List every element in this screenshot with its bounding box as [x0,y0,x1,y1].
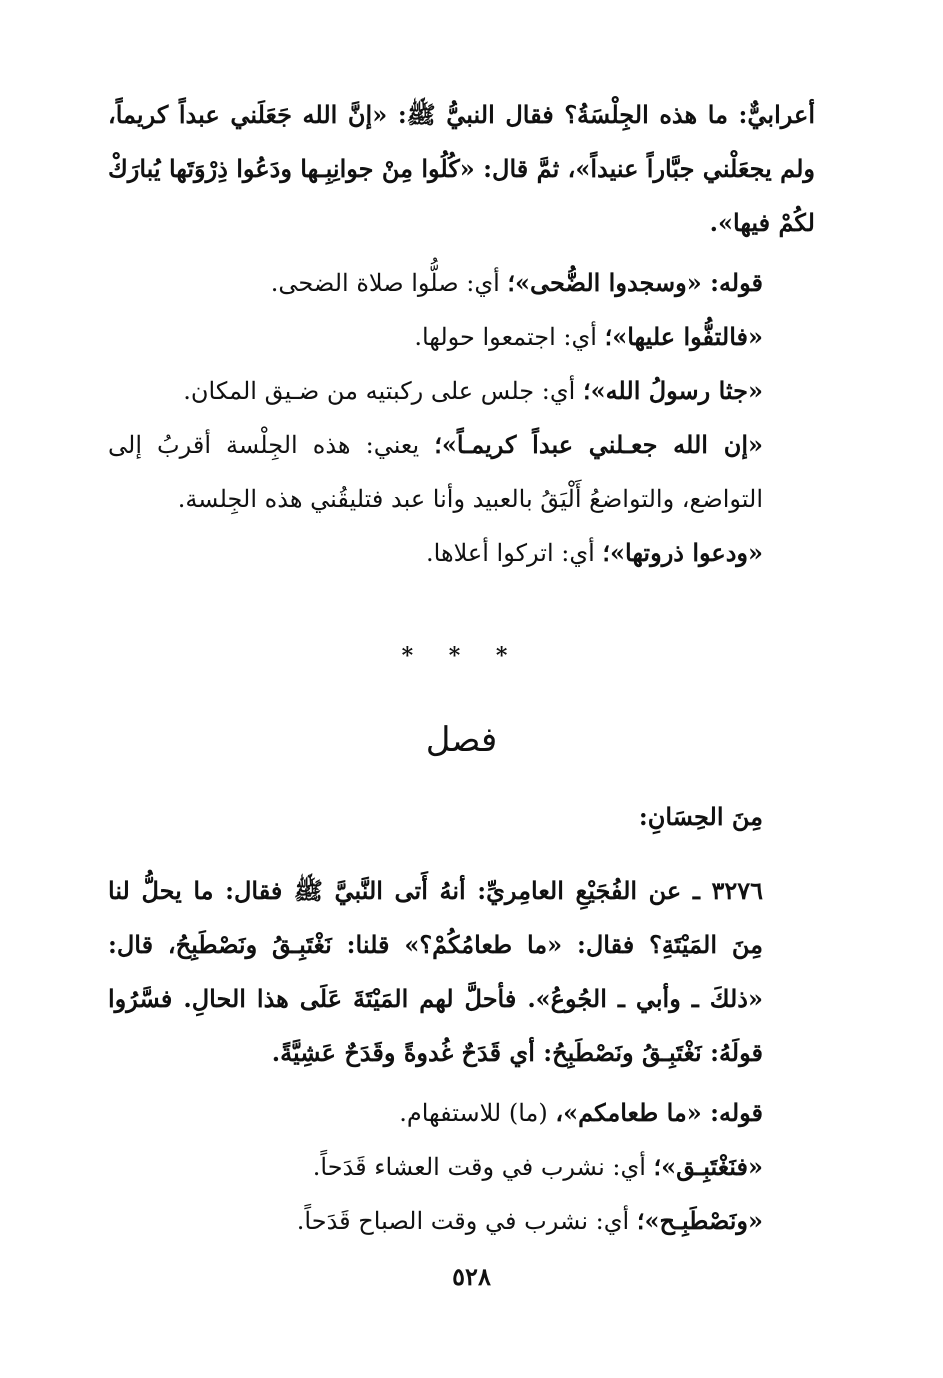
quoted-term: «ودعوا ذروتها»؛ [602,538,763,567]
explanation-gathered [108,310,815,364]
explanation-humble-servant [108,418,815,526]
quoted-term: «فنَغْتَبِـق»؛ [653,1152,763,1181]
explanation-text: أي: اتركوا أعلاها. [426,539,603,567]
quoted-term: «ونَصْطَبِـح»؛ [636,1206,763,1235]
quoted-term: «إن الله جعـلني عبداً كريمـاً»؛ [434,430,764,459]
hadith-3276 [108,864,815,1080]
explanation-text: أي: نشرب في وقت العشاء قَدَحاً. [312,1153,654,1181]
explanation-text: أي: نشرب في وقت الصباح قَدَحاً. [296,1207,637,1235]
quoted-term: «جثا رسولُ الله»؛ [582,376,763,405]
quoted-term: قوله: «وسجدوا الضُّحى»؛ [507,268,763,297]
explanation-text: أي: جلس على ركبتيه من ضـيق المكان. [183,377,583,405]
explanation-text: يعني: هذه الجِلْسة أقربُ إلى التواضع، والتواضعُ أَلْيَقُ بالعبيد وأنا عبد فتليقُني هذه الجِلسة. [108,431,763,513]
explanation-duha [108,256,815,310]
hadith-text: ٣٢٧٦ ـ عن الفُجَيْعِ العامِريِّ: أنهُ أَتى النَّبيَّ ﷺ فقال: ما يحلُّ لنا مِنَ المَيْتَةِ؟ فقال: «ما طعامُكُمْ؟» قلنا: نَغْتَبِـقُ ونَصْطَبِحُ، قال: «ذلكَ ـ وأبي ـ الجُوعُ». فأحلَّ لهم المَيْتَةَ عَلَى هذا الحالِ. فسَّرُوا قولَهُ: نَغْتَبِـقُ ونَصْطَبِحُ: أي قَدَحٌ غُدوةً وقَدَحٌ عَشِيَّةً. [108,876,763,1067]
explanation-knelt [108,364,815,418]
quoted-term: «فالتفُّوا عليها»؛ [604,322,763,351]
explanation-leave-top [108,526,815,580]
paragraph-bedouin-question [108,88,815,250]
page-text [108,88,815,1248]
subheading: مِنَ الحِسَانِ: [638,802,763,831]
paragraph-text: أعرابيٌّ: ما هذه الجِلْسَةُ؟ فقال النبيُّ ﷺ: «إنَّ الله جَعَلَني عبداً كريماً، ولم يجعَلْني جبَّاراً عنيداً»، ثمَّ قال: «كُلُوا مِنْ جوانِبِـها ودَعُوا ذِرْوَتَها يُبارَكْ لكُمْ فيها». [108,100,815,237]
page-number: ٥٢٨ [452,1262,491,1291]
explanation-text: (ما) للاستفهام. [399,1099,556,1127]
explanation-morning-drink [108,1194,815,1248]
explanation-your-food [108,1086,815,1140]
quoted-term: قوله: «ما طعامكم»، [555,1098,763,1127]
explanation-evening-drink [108,1140,815,1194]
asterisk-separator: * * * [401,643,522,669]
explanation-text: أي: اجتمعوا حولها. [414,323,605,351]
explanation-text: أي: صلُّوا صلاة الضحى. [270,269,508,297]
section-title: فصل [425,720,498,760]
